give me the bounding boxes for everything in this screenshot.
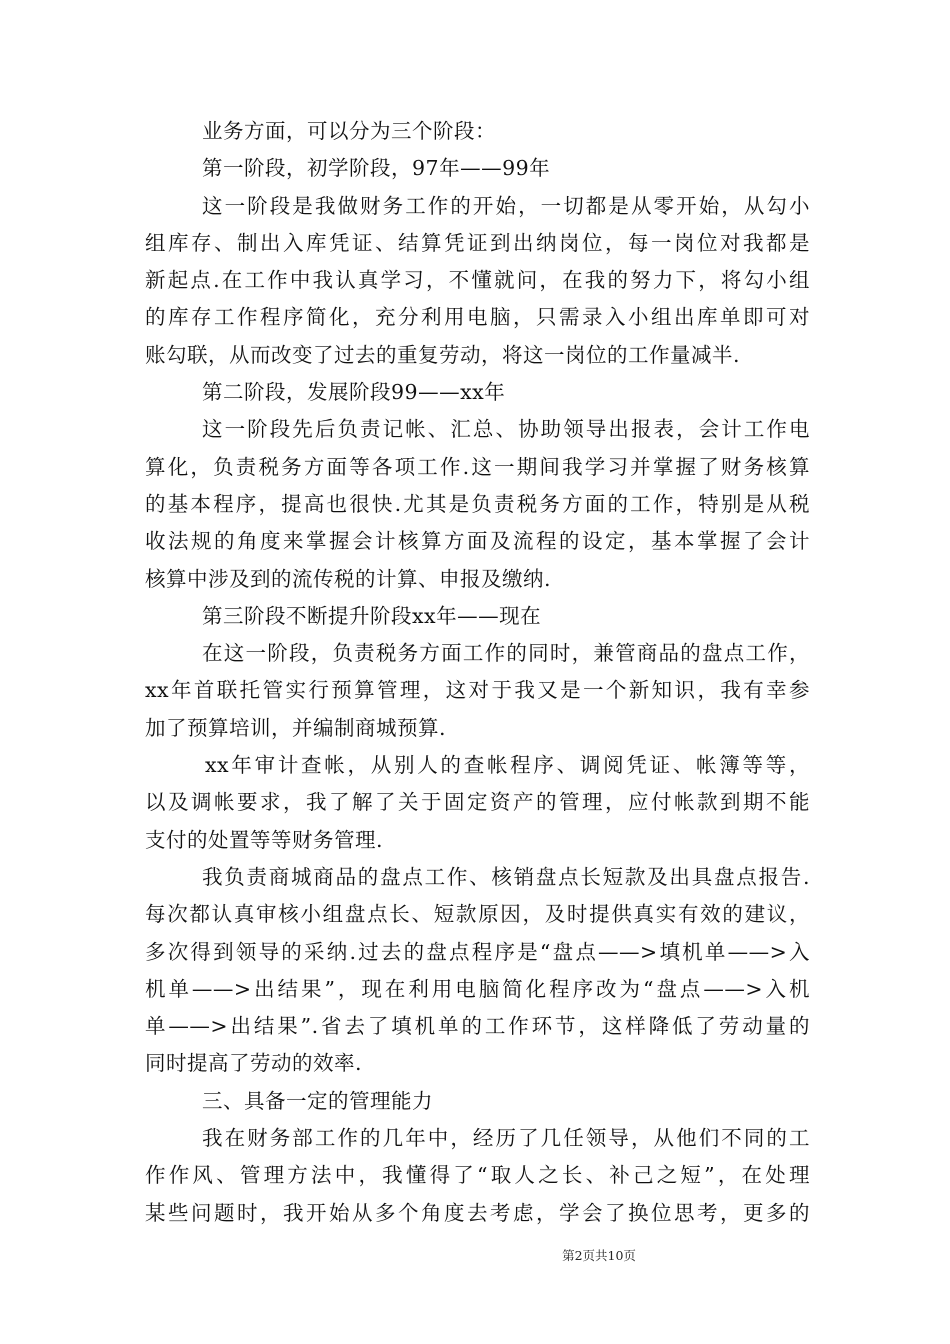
text-line: 业务方面，可以分为三个阶段：	[202, 119, 496, 143]
text-line: 同时提高了劳动的效率.	[145, 1051, 363, 1076]
text-line: 的库存工作程序简化，充分利用电脑，只需录入小组出库单即可对	[145, 305, 810, 330]
text-line: 作作风、管理方法中，我懂得了“取人之长、补己之短”，在处理	[145, 1163, 810, 1188]
text-line: 我在财务部工作的几年中，经历了几任领导，从他们不同的工	[202, 1126, 810, 1151]
text-line: 的基本程序，提高也很快.尤其是负责税务方面的工作，特别是从税	[145, 491, 810, 516]
text-line: 核算中涉及到的流传税的计算、申报及缴纳.	[145, 566, 552, 591]
text-line: 多次得到领导的采纳.过去的盘点程序是“盘点——>填机单——>入	[145, 939, 810, 964]
text-line: 算化，负责税务方面等各项工作.这一期间我学习并掌握了财务核算	[145, 454, 810, 479]
page-footer	[0, 1246, 950, 1264]
text-line: 以及调帐要求，我了解了关于固定资产的管理，应付帐款到期不能	[145, 790, 810, 815]
section-heading: 第一阶段，初学阶段，97年——99年	[202, 156, 551, 181]
text-line: 这一阶段先后负责记帐、汇总、协助领导出报表，会计工作电	[202, 417, 810, 442]
text-line: 加了预算培训，并编制商城预算.	[145, 715, 447, 740]
section-heading: 第三阶段不断提升阶段xx年——现在	[202, 603, 542, 628]
section-heading: 三、具备一定的管理能力	[202, 1088, 433, 1113]
text-line: 新起点.在工作中我认真学习，不懂就问，在我的努力下，将勾小组	[145, 268, 810, 293]
text-line: 在这一阶段，负责税务方面工作的同时，兼管商品的盘点工作，	[202, 641, 810, 666]
text-line: xx年审计查帐，从别人的查帐程序、调阅凭证、帐簿等等，	[205, 753, 810, 778]
text-line: 这一阶段是我做财务工作的开始，一切都是从零开始，从勾小	[202, 193, 810, 218]
text-line: 组库存、制出入库凭证、结算凭证到出纳岗位，每一岗位对我都是	[145, 230, 810, 255]
text-line: 收法规的角度来掌握会计核算方面及流程的设定，基本掌握了会计	[145, 529, 810, 554]
section-heading: 第二阶段，发展阶段99——xx年	[202, 380, 506, 405]
body-text	[145, 113, 810, 1232]
text-line: 每次都认真审核小组盘点长、短款原因，及时提供真实有效的建议，	[145, 902, 810, 927]
text-line: 支付的处置等等财务管理.	[145, 827, 384, 852]
text-line: 机单——>出结果”，现在利用电脑简化程序改为“盘点——>入机	[145, 976, 810, 1001]
text-line: 单——>出结果”.省去了填机单的工作环节，这样降低了劳动量的	[145, 1014, 810, 1039]
text-line: 某些问题时，我开始从多个角度去考虑，学会了换位思考，更多的	[145, 1200, 810, 1225]
text-line: xx年首联托管实行预算管理，这对于我又是一个新知识，我有幸参	[145, 678, 810, 703]
page-number: 第2页共10页	[562, 1248, 636, 1263]
text-line: 我负责商城商品的盘点工作、核销盘点长短款及出具盘点报告.	[202, 864, 810, 889]
text-line: 账勾联，从而改变了过去的重复劳动，将这一岗位的工作量减半.	[145, 342, 741, 367]
